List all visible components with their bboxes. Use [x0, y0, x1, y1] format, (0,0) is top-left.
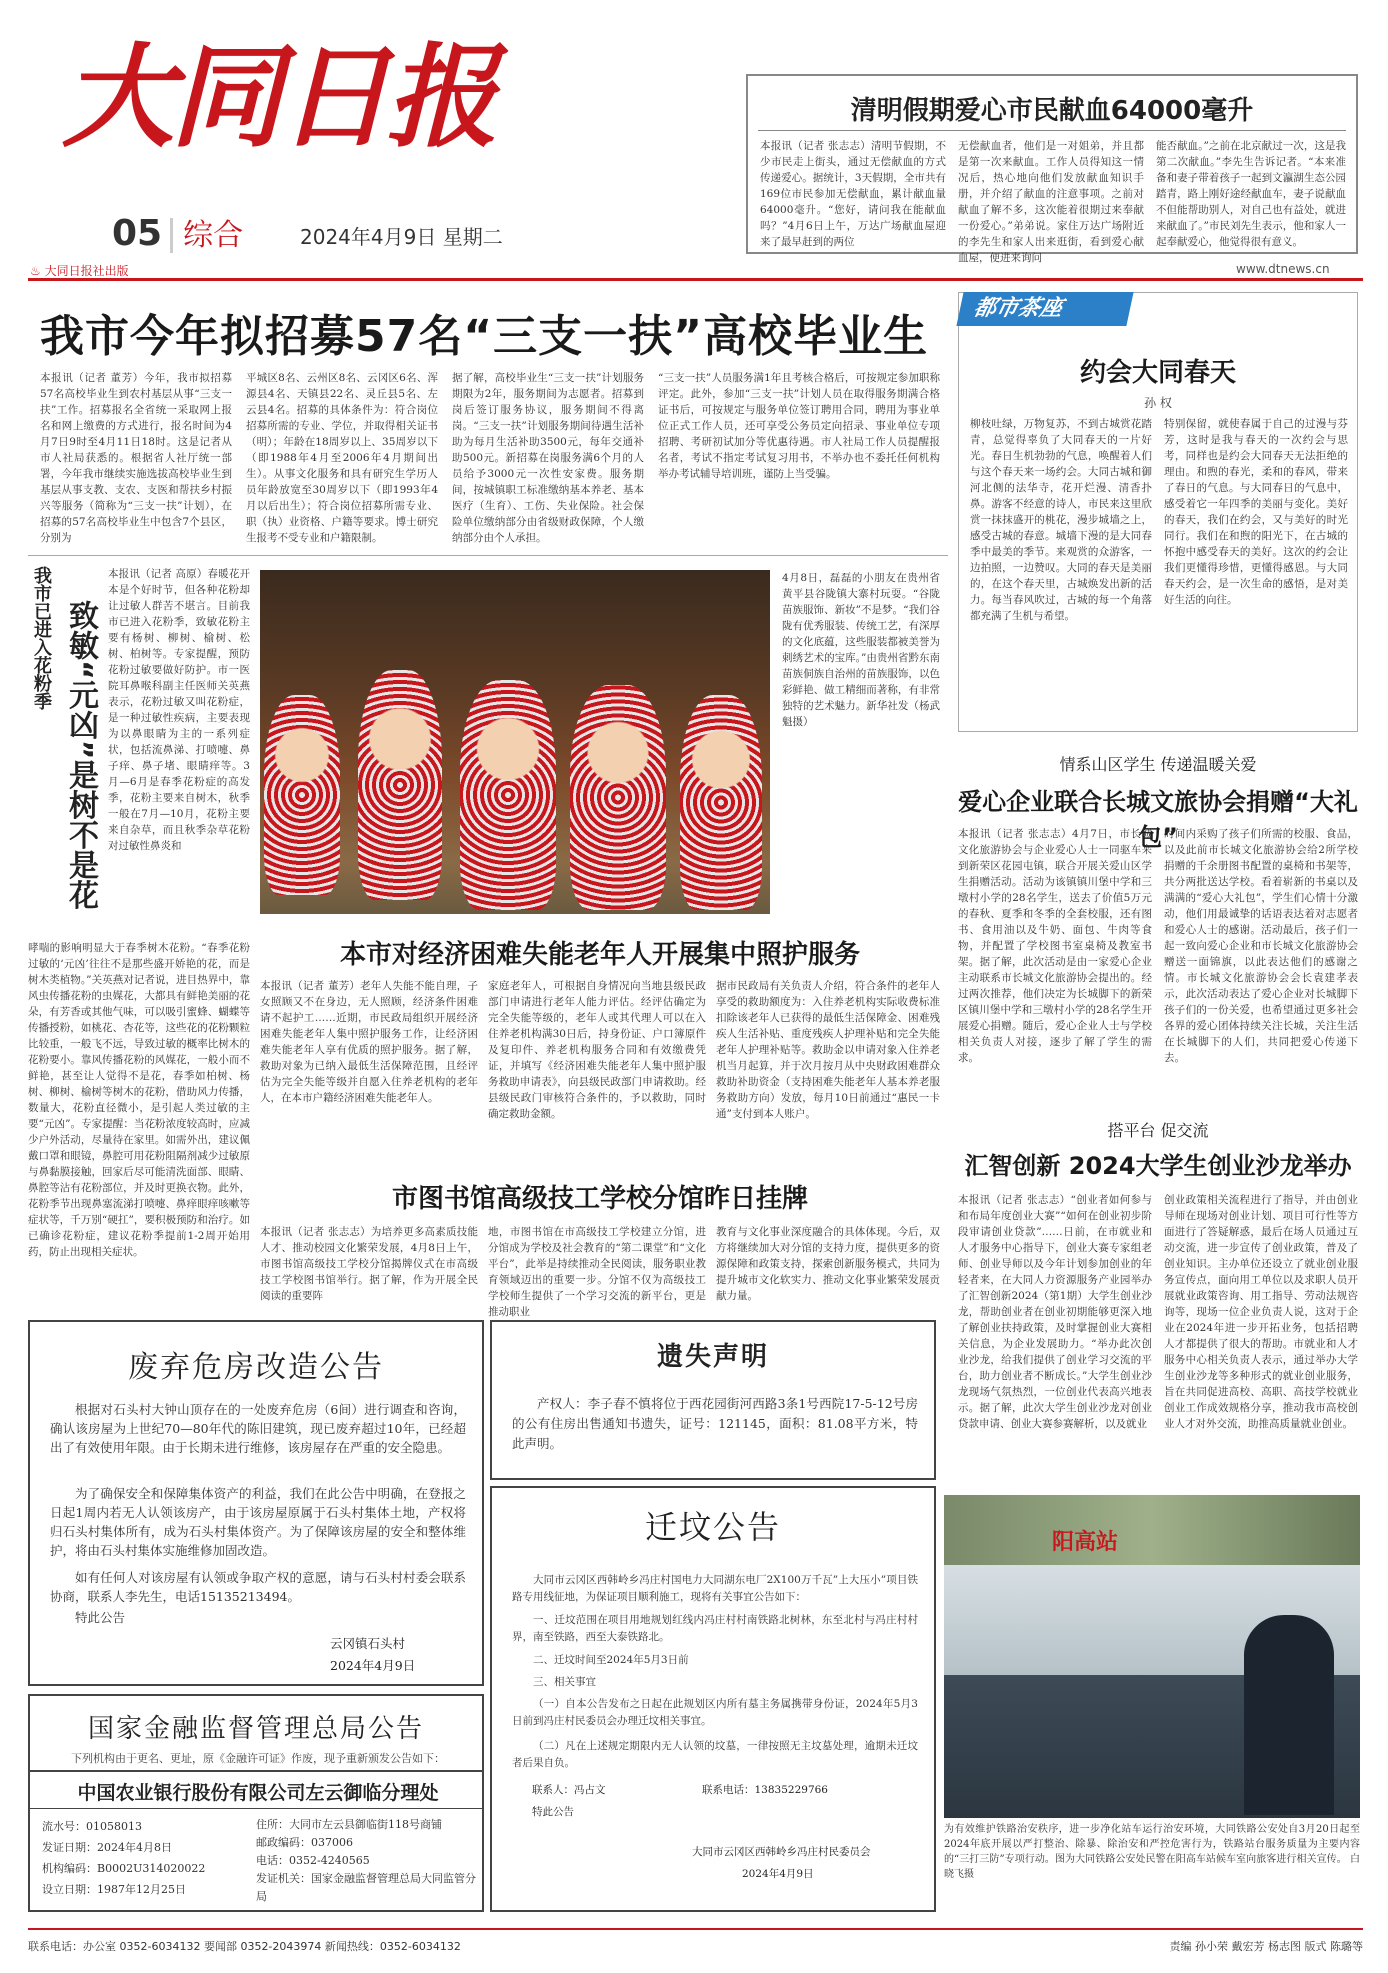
charity-col2: 时间内采购了孩子们所需的校服、食品，以及此前市长城文化旅游协会给2所学校捐赠的千余册图书配置的桌椅和书架等，共分两批送达学校。看着崭新的书桌以及满满的“爱心大礼包”，学生们心情十分激动，他们用最诚挚的话语表达着对志愿者和爱心人士的感谢。活动最后，孩子们一起一致向爱心企业和市长城文化旅游协会赠送一面锦旗，以此表达他们的感谢之情。市长城文化旅游协会会长袁建孝表示，此次活动表达了爱心企业对长城脚下孩子们的一份关爱，也希望通过更多社会各界的爱心团体持续关注长城，关注生活在长城脚下的人们，共同把爱心传递下去。 — [1164, 828, 1358, 1064]
notice-grave: 迁坟公告 大同市云冈区西韩岭乡冯庄村国电力大同湖东电厂2X100万千瓦”上大压小”项目铁路专用线征地，为保证项目顺利施工，现将有关事宜公告如下： 一、迁坟范围在项目用地规划红线内冯庄村村南铁路北树林，东至北村与冯庄村村界，南至铁路，西至大泰铁路北。 二、迁坟时间至2024年5月3日前 三、相关事宜 （一）自本公告发布之日起在此规划区内所有墓主务属携带身份证，2024年5月3日前到冯庄村民委员会办理迁坟相关事宜。 （二）凡在上述规定期限内无人认领的坟墓，一律按照无主坟墓处理，逾期未迁坟者后果自负。 联系人：冯占文 联系电话：13835229766 特此公告 大同市云冈区西韩岭乡冯庄村民委员会 2024年4月9日 — [490, 1486, 936, 1912]
station-photo — [944, 1495, 1360, 1818]
notice-finance: 国家金融监督管理总局公告 下列机构由于更名、更址，原《金融许可证》作废，现予重新颁发公告如下： 中国农业银行股份有限公司左云御临分理处 流水号：01058013 发证日期：2024年4月8日 机构编码：B0002U314020022 设立日期：1987年12月25日 住所：大同市左云县御临街118号商铺 邮政编码：037006 电话：0352-4240565 发证机关：国家金融监督管理总局大同监管分局 — [28, 1694, 484, 1912]
issue-info — [112, 210, 243, 254]
elderly-col2: 家庭老年人，可根据自身情况向当地县级民政部门申请进行老年人能力评估。经评估确定为完全失能等级的，老年人或其代理人可以在入住养老机构满30日后，持身份证、户口簿原件及复印件、养老机构服务合同和有效缴费凭证，并填写《经济困难失能老年人集中照护服务救助申请表》，向县级民政部门申请救助。经县级民政门审核符合条件的，予以救助，同时确定救助金额。 — [488, 980, 706, 1120]
elderly-headline: 本市对经济困难失能老年人开展集中照护服务 — [339, 940, 860, 970]
charity-col1: 本报讯（记者 张志志）4月7日，市长城文化旅游协会与企业爱心人士一同驱车来到新荣区花园屯镇，联合开展关爱山区学生捐赠活动。活动为该镇镇川堡中学和三墩村小学的28名学生，送去了价值5万元的春秋、夏季和冬季的全套校服，还有图书、食用油以及牛奶、面包、牛肉等食物，并配置了学校图书室桌椅及教室书架。据了解，此次活动是由一家爱心企业主动联系市长城文化旅游协会提出的。经过两次推荐，他们决定为长城脚下的新荣区镇川堡中学和三墩村小学的28名学生开展爱心捐赠。随后，爱心企业人士与学校相关负责人对接，逐步了解了学生的需求。 — [958, 828, 1152, 1064]
column-tag: 都市茶座 — [956, 292, 1133, 326]
lead-col1: 本报讯（记者 董芳）今年，我市拟招募57名高校毕业生到农村基层从事“三支一扶”工作。招募报名全省统一采取网上报名和网上缴费的方式进行，报名时间为4月7日9时至4月11日18时。这是记者从市人社局获悉的。根据省人社厅统一部署，今年我市继续实施选拔高校毕业生到基层从事支教、支农、支医和帮扶乡村振兴等服务（简称为“三支一扶”计划），在招募的57名高校毕业生中包含7个县区，分别为 — [40, 372, 232, 544]
notice-finance-title: 国家金融监督管理总局公告 — [87, 1714, 424, 1744]
column-col1: 柳枝吐绿，万物复苏，不到古城赏花踏青，总觉得辜负了大同春天的一片好光。春日生机勃勃的气息，唤醒着人们与这个春天来一场约会。大同古城和御河北侧的法华寺，花开烂漫、清香扑鼻。游客不经意的诗人，市民来这里欣赏一抹抹盛开的桃花，漫步城墙之上，感受古城的春意。城墙下漫的是大同春季中最美的季节。来观赏的众游客，一边拍照，一边赞叹。大同的春天是美丽的，在这个春天里，古城焕发出新的活力。每当春风吹过，古城的每一个角落都充满了生机与希望。 — [970, 418, 1152, 622]
notice-demolition-title: 废弃危房改造公告 — [128, 1350, 384, 1385]
website: www.dtnews.cn — [1236, 262, 1330, 276]
startup-col2: 创业政策相关流程进行了指导，并由创业导师在现场对创业计划、项目可行性等方面进行了答疑解惑，最后在场人员通过互动交流，进一步宣传了创业政策，普及了创业知识。主办单位还设立了就业创业服务宣传点，面向用工单位以及求职人员开展就业政策咨询、用工指导、劳动法规咨询等，现场一位企业负责人说，这对于企业在2024年进一步开拓业务，包括招聘人才都提供了很大的帮助。市就业和人才服务中心相关负责人表示，通过举办大学生创业沙龙等多种形式的就业创业服务，旨在共同促进高校、高职、高技学校就业创业工作成效规格分享，推动我市高校创业人才对外交流，助推高质量就业创业。 — [1164, 1194, 1358, 1430]
column-title: 约会大同春天 — [1079, 358, 1236, 388]
footer — [28, 1938, 1363, 1954]
top-story-col2: 无偿献血者，他们是一对姐弟，并且都是第一次来献血。工作人员得知这一情况后，热心地向他们发放献血知识手册，并介绍了献血的注意事项。之前对献血了解不多，这次能着很期过来奉献一份爱心。”弟弟说。家住万达广场附近的李先生和家人出来逛街，看到爱心献血屋，便进来询问 — [958, 140, 1144, 264]
top-story-col1: 本报讯（记者 张志志）清明节假期，不少市民走上街头，通过无偿献血的方式传递爱心。据统计，3天假期，全市共有169位市民参加无偿献血，累计献血量64000毫升。“您好，请问我在能献血吗？”4月6日上午，万达广场献血屋迎来了最早赶到的两位 — [760, 140, 946, 248]
flower-col-bottom: 哮喘的影响明显大于春季树木花粉。“春季花粉过敏的‘元凶’往往不是那些盛开娇艳的花，而是树木类植物。”关英燕对记者说，进目热界中，靠风虫传播花粉的虫媒花，大都具有鲜艳美丽的花朵，有芳香或其他气味，可以吸引蜜蜂、蝴蝶等传播授粉，如桃花、杏花等，这些花的花粉颗粒比较重，一般飞不远，导致过敏的概率比树木的花粉要小。靠风传播花粉的风媒花，一般小而不鲜艳，甚至让人觉得不是花，春季如柏树、杨树、柳树、榆树等树木的花粉，借助风力传播，数量大，花粉直径微小，是引起人类过敏的主要“元凶”。专家提醒：当花粉浓度较高时，应减少户外活动，尽量待在家里。如需外出，建议佩戴口罩和眼镜，鼻腔可用花粉阻隔剂减少过敏原与鼻黏膜接触，回家后尽可能清洗面部、眼睛、鼻腔等沾有花粉部位，并及时更换衣物。此外，花粉季节出现鼻塞流涕打喷嚏、鼻痒眼痒咳嗽等症状等，千万别“硬扛”，要积极预防和治疗。如已确诊花粉症，建议花粉季提前1-2周开始用药，防止出现相关症状。 — [28, 942, 250, 1258]
page-number: 05 — [112, 213, 163, 254]
flame-icon: ♨ — [30, 264, 41, 278]
children-photo — [260, 570, 770, 914]
charity-kicker: 情系山区学生 传递温暖关爱 — [1059, 755, 1257, 774]
startup-col1: 本报讯（记者 张志志）“创业者如何参与和布局年度创业大赛”“如何在创业初步阶段审请创业贷款”……日前，在市就业和人才服务中心指导下，创业大赛专家组老师、创业导师以及今年计划参加创业的年轻者来，在大同人力资源服务产业园举办了汇智创新2024（第1期）大学生创业沙龙，帮助创业者在创业初期能够更深入地了解创业扶持政策，及时掌握创业大赛相关信息，为企业发展助力。“举办此次创业沙龙，给我们提供了创业学习交流的平台，助力创业者不断成长。”大学生创业沙龙现场气氛热烈，一位创业代表高兴地表示。据了解，此次大学生创业沙龙对创业贷款申请、创业大赛参赛解析，以及就业 — [958, 1194, 1152, 1430]
top-story-col3: 能否献血。”之前在北京献过一次，这是我第二次献血。”李先生告诉记者。“本来准备和妻子带着孩子一起到文瀛湖生态公园踏青，路上刚好途经献血车，妻子说献血不但能帮助别人，对自己也有益处，就进来献血了。”市民刘先生表示，他和家人一起奉献爱心，他觉得很有意义。 — [1156, 140, 1346, 248]
charity-headline: 爱心企业联合长城文旅协会捐赠“大礼包” — [958, 788, 1358, 851]
flower-headline: 致敏“元凶”是树不是花 — [63, 600, 98, 910]
publisher: ♨ 大同日报社出版 — [30, 264, 129, 278]
newspaper-title: 大同日报 — [62, 33, 494, 163]
library-col1: 本报讯（记者 张志志）为培养更多高素质技能人才、推动校园文化繁荣发展，4月8日上午，市图书馆高级技工学校分馆揭牌仪式在市高级技工学校图书馆举行。据了解，作为开展全民阅读的重要阵 — [260, 1226, 478, 1302]
library-headline: 市图书馆高级技工学校分馆昨日挂牌 — [391, 1184, 808, 1214]
footer-rule — [28, 1928, 1363, 1930]
column-author: 孙 权 — [1144, 396, 1172, 410]
top-story-box — [746, 74, 1358, 264]
library-col3: 教育与文化事业深度融合的具体体现。今后，双方将继续加大对分馆的支持力度，提供更多的资源保障和政策支持，探索创新服务模式，共同为提升城市文化软实力、推动文化事业繁荣发展贡献力量。 — [716, 1226, 940, 1302]
station-caption: 为有效维护铁路治安秩序，进一步净化站车运行治安环境，大同铁路公安处自3月20日起至2024年底开展以严打整治、除暴、除治安和严控危害行为，铁路站台服务质量为主要内容的“三打三防”专项行动。图为大同铁路公安处民警在阳高车站候车室向旅客进行相关宣传。 白晓飞摄 — [944, 1824, 1360, 1880]
column-col2: 特别保留，就使春属于自己的过漫与芬芳，这时是我与春天的一次约会与思考，同样也是约会大同春天无法拒绝的理由。和煦的春光，柔和的春风，带来了春日的气息。与大同春日的气息中，感受着它一年四季的美丽与变化。美好的春天，我们在约会，又与美好的时光同行。我们在和煦的阳光下，在古城的怀抱中感受春天的美好。这次的约会让我们更懂得珍惜，更懂得感恩。与大同春天约会，是一次生命的感悟，是对美好生活的向往。 — [1164, 418, 1348, 606]
notice-lost: 遗失声明 产权人：李子春不慎将位于西花园街河西路3条1号西院17-5-12号房的公有住房出售通知书遗失，证号：121145，面积：81.08平方米，特此声明。 — [490, 1320, 936, 1480]
lead-col2: 平城区8名、云州区8名、云冈区6名、浑源县4名、天镇县22名、灵丘县5名、左云县4名。招募的具体条件为：符合岗位招募所需的专业、学位，并取得相关证书（明）；年龄在18周岁以上、35周岁以下（即1988年4月至2006年4月期间出生）。从事文化服务和具有研究生学历人员年龄放宽至30周岁以下（即1993年4月以后出生）；符合岗位招募所需专业、职（执）业资格、户籍等要求。博士研究生报考不受专业和户籍限制。 — [246, 372, 438, 544]
footer-phones: 联系电话：办公室 0352-6034132 要闻部 0352-2043974 新闻热线：0352-6034132 — [28, 1940, 461, 1953]
station-sign: 阳高站 — [1052, 1530, 1119, 1555]
notice-demolition: 废弃危房改造公告 根据对石头村大钟山顶存在的一处废弃危房（6间）进行调查和咨询，确认该房屋为上世纪70—80年代的陈旧建筑，现已废弃超过10年，已经超出了有效使用年限。由于长期未进行维修，该房屋存在严重的安全隐患。 为了确保安全和保障集体资产的利益，我们在此公告中明确，在登报之日起1周内若无人认领该房产，由于该房屋原属于石头村集体土地，产权将归石头村集体所有，成为石头村集体资产。为了保障该房屋的安全和整体维护，将由石头村集体实施维修加固改造。 如有任何人对该房屋有认领或争取产权的意愿，请与石头村村委会联系协商，联系人李先生，电话15135213494。 特此公告 云冈镇石头村 2024年4月9日 — [28, 1320, 484, 1686]
lead-col3: 据了解，高校毕业生“三支一扶”计划服务期限为2年，服务期间为志愿者。招募到岗后签订服务协议，服务期间不得离岗。“三支一扶”计划服务期间待遇生活补助为每月生活补助3500元，每年交通补助500元。新招募在岗服务满6个月的人员给予3000元一次性安家费。服务期间，按城镇职工标准缴纳基本养老、基本医疗（生育）、工伤、失业保险。社会保险单位缴纳部分由省级财政保障，个人缴纳部分由个人承担。 — [452, 372, 644, 544]
section-name: 综合 — [170, 218, 243, 253]
lead-headline: 我市今年拟招募57名“三支一扶”高校毕业生 — [40, 311, 929, 362]
flower-kicker: 我市已进入花粉季 — [31, 566, 52, 710]
footer-editors: 责编 孙小荣 戴宏芳 杨志图 版式 陈璐等 — [1169, 1940, 1363, 1953]
elderly-col3: 据市民政局有关负责人介绍，符合条件的老年人享受的救助额度为：入住养老机构实际收费标准扣除该老年人已获得的最低生活保障金、困难残疾人生活补贴、重度残疾人护理补贴和完全失能老年人护理补贴等。救助金以申请对象入住养老机当月起算，并于次月按月从中央财政困难群众救助补助资金（支持困难失能老年人基本养老服务救助方向）发放，每月10日前通过“惠民一卡通”支付到本人账户。 — [716, 980, 940, 1120]
top-story-title: 清明假期爱心市民献血64000毫升 — [850, 96, 1254, 126]
lead-col4: “三支一扶”人员服务满1年且考核合格后，可按规定参加职称评定。此外，参加“三支一扶”计划人员在取得服务期满合格证书后，可按规定与服务单位签订聘用合同，聘用为事业单位正式工作人员，还可享受公务员定向招录、事业单位专项招聘、考研初试加分等优惠待遇。市人社局工作人员提醒报名者，考试不指定考试复习用书，不举办也不委托任何机构举办考试辅导培训班，谨防上当受骗。 — [658, 372, 940, 480]
photo-caption: 4月8日，磊磊的小朋友在贵州省黄平县谷陇镇大寨村玩耍。“谷陇苗族服饰、新妆”不是梦。“我们谷陇有优秀服装、传统工艺，有深厚的文化底蕴，这些服装都被美誉为刺绣艺术的宝库。”由贵州省黔东南苗族侗族自治州的苗族服饰，以色彩鲜艳、做工精细而著称，有非常独特的艺术魅力。新华社发（杨武魁摄） — [782, 572, 940, 728]
startup-kicker: 搭平台 促交流 — [1107, 1121, 1209, 1140]
flower-col-top: 本报讯（记者 高原）春暖花开本是个好时节，但各种花粉却让过敏人群苦不堪言。目前我市已进入花粉季，致敏花粉主要有杨树、柳树、榆树、松树、柏树等。专家提醒，预防花粉过敏要做好防护。市一医院耳鼻喉科副主任医师关英燕表示，花粉过敏又叫花粉症，是一种过敏性疾病，主要表现为以鼻眼睛为主的一系列症状，包括流鼻涕、打喷嚏、鼻子痒、鼻子堵、眼睛痒等。3月—6月是春季花粉症的高发季，花粉主要来自树木，秋季一般在7月—10月，花粉主要来自杂草，而且秋季杂草花粉对过敏性鼻炎和 — [108, 568, 250, 852]
library-col2: 地，市图书馆在市高级技工学校建立分馆，进分馆成为学校及社会教育的“第二课堂”和“文化平台”，此举是持续推动全民阅读，服务职业教育领域迈出的重要一步。分馆不仅为高级技工学校师生提供了一个学习交流的新平台，更是推动职业 — [488, 1226, 706, 1318]
notice-lost-title: 遗失声明 — [656, 1342, 769, 1372]
startup-headline: 汇智创新 2024大学生创业沙龙举办 — [964, 1152, 1352, 1180]
header-rule — [28, 278, 1363, 281]
masthead-logo — [62, 28, 582, 188]
notice-grave-title: 迁坟公告 — [644, 1508, 781, 1546]
elderly-col1: 本报讯（记者 董芳）老年人失能不能自理，子女照顾又不在身边，无人照顾，经济条件困难请不起护工……近期，市民政局组织开展经济困难失能老年人集中照护服务工作，让经济困难失能老年人享有优质的照护服务。据了解，救助对象为已纳入最低生活保障范围，且经评估为完全失能等级并自愿入住养老机构的老年人，在本市户籍经济困难失能老年人。 — [260, 980, 478, 1104]
issue-date: 2024年4月9日 星期二 — [300, 225, 503, 249]
